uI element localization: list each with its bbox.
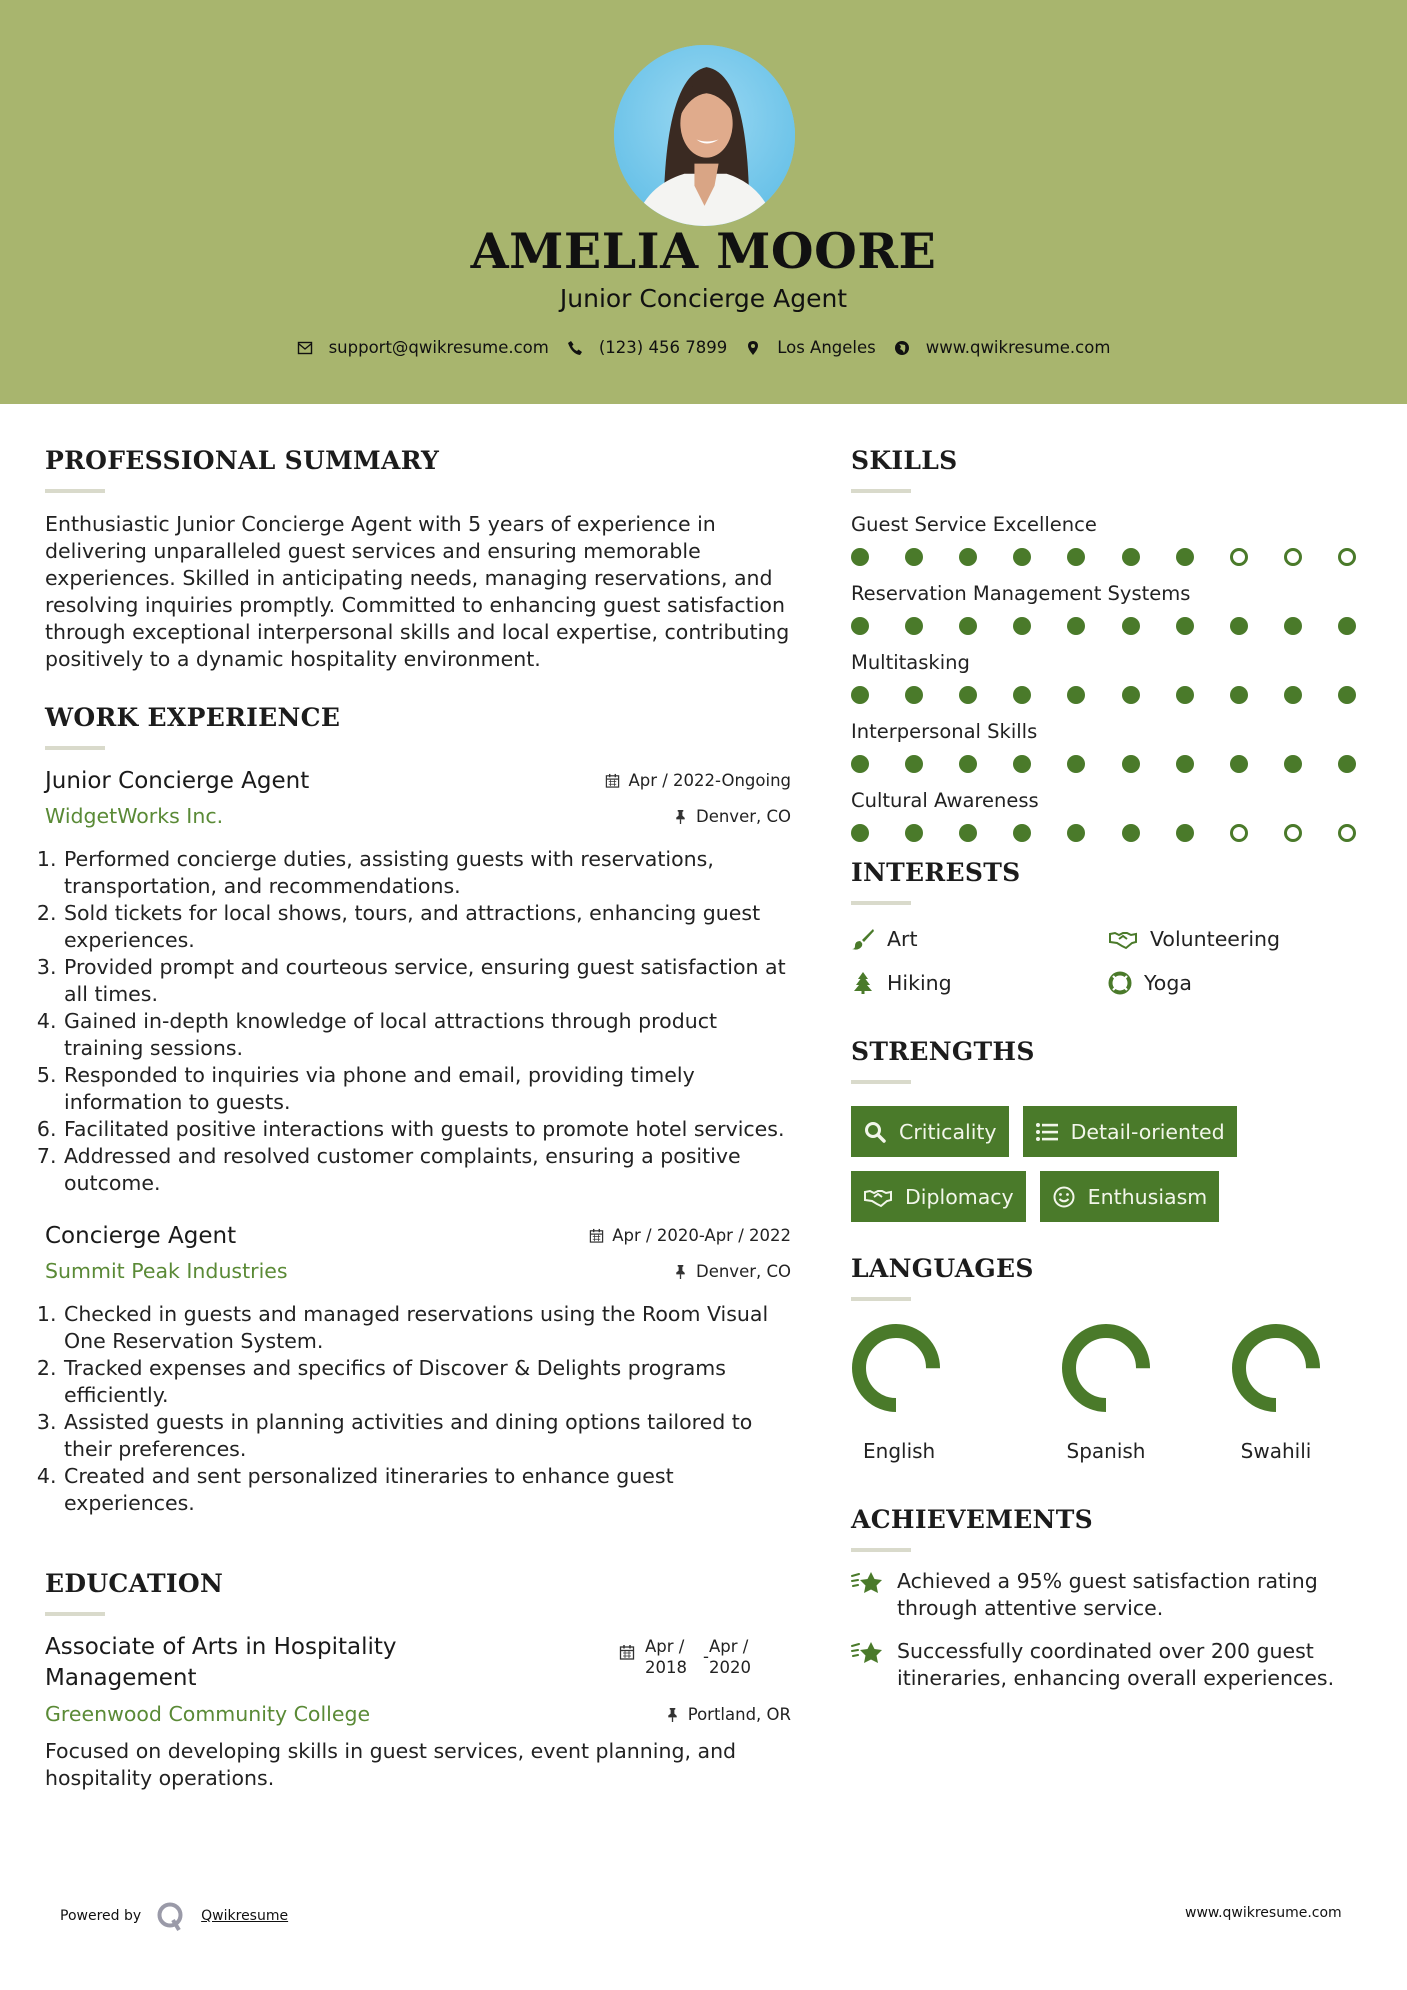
- languages-list: [851, 1323, 1371, 1463]
- job-date-text: Apr / 2022-Ongoing: [628, 771, 791, 790]
- contact-website[interactable]: [894, 338, 1111, 357]
- achievement-item: [851, 1568, 1371, 1622]
- job-location: [673, 807, 791, 826]
- rating-dot-filled: [905, 617, 923, 635]
- skill-name: Cultural Awareness: [851, 789, 1039, 812]
- map-marker-icon: [745, 340, 761, 356]
- job-date: [605, 771, 791, 790]
- strength-badge: [1040, 1171, 1220, 1222]
- skills-section: [851, 446, 1371, 842]
- rating-dot-filled: [1067, 755, 1085, 773]
- paintbrush-icon: [851, 927, 875, 951]
- contact-phone[interactable]: [567, 338, 727, 357]
- duty-item: 2. Sold tickets for local shows, tours, and attractions, enhancing guest experiences.: [63, 900, 791, 954]
- rating-dot-filled: [851, 686, 869, 704]
- calendar-icon: [605, 773, 620, 788]
- skill-name: Interpersonal Skills: [851, 720, 1038, 743]
- duty-item: 4. Created and sent personalized itineraries to enhance guest experiences.: [63, 1463, 791, 1517]
- rating-dot-filled: [1176, 548, 1194, 566]
- language-item: [1191, 1323, 1361, 1463]
- rating-dot-filled: [1230, 755, 1248, 773]
- skill-rating: [851, 824, 1356, 842]
- rating-dot-filled: [1067, 824, 1085, 842]
- job-location-text: Denver, CO: [695, 806, 791, 826]
- achievement-text: Successfully coordinated over 200 guest itineraries, enhancing overall experiences.: [897, 1639, 1335, 1690]
- rating-dot-filled: [1338, 755, 1356, 773]
- section-underline: [851, 489, 911, 493]
- candidate-title: Junior Concierge Agent: [559, 284, 848, 313]
- duty-item: 3. Assisted guests in planning activities and dining options tailored to their preferences.: [63, 1409, 791, 1463]
- right-column: [851, 446, 1371, 1692]
- qwikresume-link[interactable]: Qwikresume: [201, 1908, 289, 1924]
- section-underline: [45, 489, 105, 493]
- language-progress-ring: [1231, 1323, 1321, 1413]
- interest-label: Hiking: [887, 971, 952, 995]
- search-icon: [863, 1120, 887, 1144]
- language-item: [851, 1323, 1021, 1463]
- interests-list: [851, 927, 1371, 995]
- interest-label: Volunteering: [1150, 927, 1281, 951]
- strength-label: Detail-oriented: [1070, 1119, 1225, 1144]
- language-name: English: [863, 1439, 936, 1463]
- rating-dot-filled: [1176, 686, 1194, 704]
- language-progress-ring: [851, 1323, 941, 1413]
- duty-item: 4. Gained in-depth knowledge of local attractions through product training sessions.: [63, 1008, 791, 1062]
- smile-icon: [1052, 1185, 1076, 1209]
- strength-badge: [1023, 1106, 1237, 1157]
- job-title: Junior Concierge Agent: [45, 768, 310, 794]
- rating-dot-filled: [1284, 755, 1302, 773]
- rating-dot-filled: [1122, 617, 1140, 635]
- skill-item: [851, 651, 1371, 704]
- rating-dot-filled: [1176, 755, 1194, 773]
- section-title: WORK EXPERIENCE: [45, 703, 341, 732]
- qwikresume-logo-icon: [155, 1900, 187, 1932]
- experience-section: [45, 703, 791, 1517]
- job-duties: [45, 846, 791, 1197]
- company-name: Summit Peak Industries: [45, 1259, 288, 1283]
- phone-text: (123) 456 7899: [598, 338, 728, 357]
- profile-photo: [614, 45, 795, 226]
- star-achievement-icon: [851, 1568, 885, 1598]
- rating-dot-empty: [1338, 824, 1356, 842]
- duty-item: 6. Facilitated positive interactions with guests to promote hotel services.: [63, 1116, 791, 1143]
- achievement-item: [851, 1638, 1371, 1692]
- rating-dot-filled: [905, 824, 923, 842]
- rating-dot-filled: [1122, 548, 1140, 566]
- school-name: Greenwood Community College: [45, 1702, 371, 1726]
- achievements-section: [851, 1505, 1371, 1692]
- job-entry: [45, 768, 791, 1197]
- portrait-image: [614, 45, 795, 226]
- start-month: Apr /: [645, 1637, 685, 1656]
- strengths-list: [851, 1106, 1331, 1222]
- job-duties: [45, 1301, 791, 1517]
- skill-rating: [851, 686, 1356, 704]
- rating-dot-filled: [959, 824, 977, 842]
- rating-dot-filled: [1230, 617, 1248, 635]
- rating-dot-filled: [1122, 824, 1140, 842]
- end-year: 2020: [709, 1658, 751, 1677]
- strength-label: Diplomacy: [905, 1184, 1014, 1209]
- skill-item: [851, 789, 1371, 842]
- strength-badge: [851, 1171, 1026, 1222]
- education-dates: [619, 1636, 751, 1678]
- skill-item: [851, 513, 1371, 566]
- strength-label: Criticality: [899, 1119, 997, 1144]
- skill-rating: [851, 548, 1356, 566]
- footer-website[interactable]: www.qwikresume.com: [1185, 1905, 1342, 1921]
- interest-label: Art: [887, 927, 918, 951]
- calendar-icon: [619, 1644, 635, 1660]
- duty-item: 2. Tracked expenses and specifics of Discover & Delights programs efficiently.: [63, 1355, 791, 1409]
- rating-dot-filled: [1013, 686, 1031, 704]
- rating-dot-empty: [1284, 824, 1302, 842]
- phone-icon: [567, 340, 583, 356]
- rating-dot-filled: [1338, 617, 1356, 635]
- rating-dot-filled: [1067, 617, 1085, 635]
- rating-dot-filled: [1284, 686, 1302, 704]
- envelope-icon: [297, 340, 313, 356]
- rating-dot-filled: [1013, 617, 1031, 635]
- duty-item: 1. Checked in guests and managed reservations using the Room Visual One Reservation System.: [63, 1301, 791, 1355]
- language-item: [1021, 1323, 1191, 1463]
- rating-dot-filled: [1013, 824, 1031, 842]
- languages-section: [851, 1254, 1371, 1463]
- language-progress-ring: [1061, 1323, 1151, 1413]
- duty-item: 5. Responded to inquiries via phone and email, providing timely information to guests.: [63, 1062, 791, 1116]
- section-underline: [851, 1080, 911, 1084]
- achievement-text: Achieved a 95% guest satisfaction rating through attentive service.: [897, 1569, 1318, 1620]
- skill-rating: [851, 617, 1356, 635]
- duty-item: 1. Performed concierge duties, assisting guests with reservations, transportation, and recommendations.: [63, 846, 791, 900]
- job-location: [673, 1262, 791, 1281]
- rating-dot-filled: [959, 617, 977, 635]
- end-month: Apr /: [709, 1637, 749, 1656]
- rating-dot-filled: [851, 548, 869, 566]
- section-title: LANGUAGES: [851, 1254, 1034, 1283]
- start-year: 2018: [645, 1658, 687, 1677]
- rating-dot-empty: [1338, 548, 1356, 566]
- skills-list: [851, 513, 1371, 842]
- resume-header: [0, 0, 1407, 404]
- rating-dot-empty: [1284, 548, 1302, 566]
- star-achievement-icon: [851, 1638, 885, 1668]
- school-location: [665, 1705, 791, 1724]
- rating-dot-filled: [851, 824, 869, 842]
- contact-bar: [0, 338, 1407, 357]
- degree-title: Associate of Arts in Hospitality Management: [45, 1634, 397, 1691]
- section-title: ACHIEVEMENTS: [851, 1505, 1093, 1534]
- rating-dot-filled: [1122, 686, 1140, 704]
- website-text: www.qwikresume.com: [925, 338, 1111, 357]
- rating-dot-filled: [905, 548, 923, 566]
- contact-location: [745, 338, 876, 357]
- language-name: Spanish: [1066, 1439, 1146, 1463]
- section-title: PROFESSIONAL SUMMARY: [45, 446, 440, 475]
- job-date: [589, 1226, 791, 1245]
- section-underline: [45, 746, 105, 750]
- duty-item: 3. Provided prompt and courteous service, ensuring guest satisfaction at all times.: [63, 954, 791, 1008]
- end-date: [709, 1636, 751, 1678]
- powered-by-text: Powered by: [60, 1908, 142, 1924]
- section-underline: [851, 901, 911, 905]
- duty-item: 7. Addressed and resolved customer complaints, ensuring a positive outcome.: [63, 1143, 791, 1197]
- interest-item: [1108, 971, 1365, 995]
- rating-dot-filled: [1013, 755, 1031, 773]
- rating-dot-filled: [1176, 617, 1194, 635]
- summary-text: Enthusiastic Junior Concierge Agent with 5 years of experience in delivering unparalleled guest services and ensuring memorable experiences. Skilled in anticipating needs, managing reservations, and resolving inquiries promptly. Committed to enhancing guest satisfaction through exceptional interpersonal skills and local expertise, contributing positively to a dynamic hospitality environment.: [45, 512, 790, 671]
- life-ring-icon: [1108, 971, 1132, 995]
- rating-dot-filled: [1067, 548, 1085, 566]
- skill-item: [851, 720, 1371, 773]
- section-underline: [45, 1612, 105, 1616]
- skill-name: Reservation Management Systems: [851, 582, 1191, 605]
- skill-rating: [851, 755, 1356, 773]
- section-underline: [851, 1297, 911, 1301]
- pushpin-icon: [673, 1264, 688, 1279]
- rating-dot-filled: [959, 755, 977, 773]
- footer-powered-by: [60, 1900, 288, 1932]
- job-date-text: Apr / 2020-Apr / 2022: [612, 1226, 791, 1245]
- education-description: Focused on developing skills in guest services, event planning, and hospitality operations.: [45, 1739, 737, 1790]
- summary-section: [45, 446, 791, 673]
- strengths-section: [851, 1037, 1371, 1222]
- email-text: support@qwikresume.com: [328, 338, 549, 357]
- date-separator: -: [703, 1647, 709, 1666]
- interest-item: [1108, 927, 1365, 951]
- skill-item: [851, 582, 1371, 635]
- section-title: EDUCATION: [45, 1569, 224, 1598]
- interest-label: Yoga: [1144, 971, 1192, 995]
- section-title: STRENGTHS: [851, 1037, 1035, 1066]
- rating-dot-filled: [851, 755, 869, 773]
- rating-dot-filled: [959, 686, 977, 704]
- rating-dot-empty: [1230, 824, 1248, 842]
- rating-dot-filled: [1338, 686, 1356, 704]
- contact-email[interactable]: [297, 338, 549, 357]
- interest-item: [851, 971, 1108, 995]
- candidate-name: AMELIA MOORE: [470, 222, 937, 280]
- location-text: Los Angeles: [777, 338, 876, 357]
- pushpin-icon: [673, 809, 688, 824]
- rating-dot-filled: [905, 686, 923, 704]
- interests-section: [851, 858, 1371, 995]
- job-location-text: Denver, CO: [695, 1261, 791, 1281]
- company-name: WidgetWorks Inc.: [45, 804, 224, 828]
- globe-icon: [894, 340, 910, 356]
- section-underline: [851, 1548, 911, 1552]
- rating-dot-filled: [851, 617, 869, 635]
- rating-dot-filled: [1284, 617, 1302, 635]
- rating-dot-filled: [1067, 686, 1085, 704]
- calendar-icon: [589, 1228, 604, 1243]
- start-date: [645, 1636, 703, 1678]
- tree-icon: [851, 971, 875, 995]
- education-section: [45, 1569, 791, 1792]
- school-location-text: Portland, OR: [687, 1704, 791, 1724]
- strength-badge: [851, 1106, 1009, 1157]
- job-title: Concierge Agent: [45, 1223, 237, 1249]
- job-entry: [45, 1223, 791, 1517]
- rating-dot-filled: [1176, 824, 1194, 842]
- rating-dot-filled: [905, 755, 923, 773]
- strength-label: Enthusiasm: [1087, 1184, 1208, 1209]
- list-icon: [1035, 1120, 1059, 1144]
- left-column: [45, 446, 791, 1792]
- section-title: INTERESTS: [851, 858, 1021, 887]
- pushpin-icon: [665, 1707, 680, 1722]
- rating-dot-filled: [959, 548, 977, 566]
- skill-name: Guest Service Excellence: [851, 513, 1097, 536]
- rating-dot-filled: [1230, 686, 1248, 704]
- interest-item: [851, 927, 1108, 951]
- skill-name: Multitasking: [851, 651, 970, 674]
- rating-dot-filled: [1122, 755, 1140, 773]
- section-title: SKILLS: [851, 446, 958, 475]
- language-name: Swahili: [1240, 1439, 1312, 1463]
- handshake-icon: [863, 1185, 893, 1209]
- handshake-icon: [1108, 927, 1138, 951]
- rating-dot-filled: [1013, 548, 1031, 566]
- rating-dot-empty: [1230, 548, 1248, 566]
